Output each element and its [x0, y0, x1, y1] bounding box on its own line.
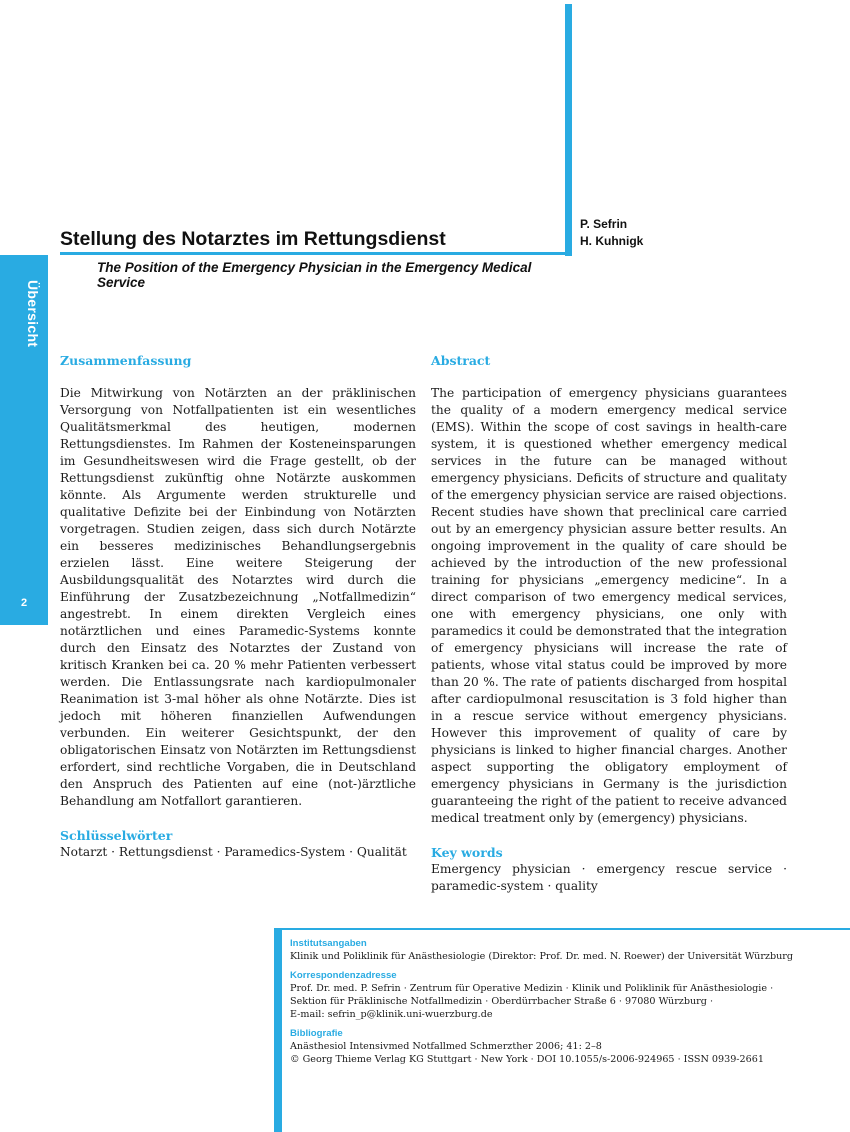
article-title: Stellung des Notarztes im Rettungsdienst: [60, 228, 446, 250]
korrespondenz-line: Sektion für Präklinische Notfallmedizin · Oberdürrbacher Straße 6 · 97080 Würzburg ·: [290, 996, 714, 1007]
footer-info-box: [290, 937, 830, 1072]
title-underline: [60, 252, 572, 255]
zusammenfassung-heading: Zusammenfassung: [60, 353, 192, 368]
page-number: 2: [20, 597, 28, 609]
schluesselwoerter-text: Notarzt · Rettungsdienst · Paramedics-System · Qualität: [60, 845, 407, 859]
korrespondenz-heading: Korrespondenzadresse: [290, 970, 397, 981]
bibliografie-heading: Bibliografie: [290, 1028, 343, 1039]
schluesselwoerter-heading: Schlüsselwörter: [60, 828, 173, 843]
bibliografie-line: Anästhesiol Intensivmed Notfallmed Schmerzther 2006; 41: 2–8: [290, 1041, 602, 1052]
article-subtitle: The Position of the Emergency Physician in the Emergency Medical Service: [97, 260, 532, 290]
top-accent-bar: [565, 4, 572, 256]
footer-side-bar: [274, 928, 282, 1132]
keywords-text: Emergency physician · emergency rescue service · paramedic-system · quality: [431, 862, 787, 893]
german-summary-column: [60, 352, 416, 861]
institut-block: [290, 937, 830, 963]
keywords-heading: Key words: [431, 845, 503, 860]
footer-top-rule: [274, 928, 850, 930]
english-abstract-column: [431, 352, 787, 895]
korrespondenz-block: [290, 969, 830, 1021]
author-list: [580, 216, 643, 250]
institut-text: Klinik und Poliklinik für Anästhesiologie (Direktor: Prof. Dr. med. N. Roewer) der Universität Würzburg: [290, 951, 794, 962]
author-name: H. Kuhnigk: [580, 234, 644, 248]
abstract-text: The participation of emergency physicians guarantees the quality of a modern emergency medical service (EMS). Within the scope of cost savings in health-care system, it is questioned whether emergency medical services in the future can be managed without emergency physicians. Deficits of structure and qualitaty of the emergency physician service are raised objections. Recent studies have shown that preclinical care carried out by an emergency physician assure better results. An ongoing improvement in the quality of care should be achieved by the introduction of the new professional training for physicians „emergency medicine“. In a direct comparison of two emergency medical services, one with emergency physicians, one only with paramedics it could be demonstrated that the integration of emergency physicians will increase the rate of patients, whose vital status could be improved by more than 20 %. The rate of patients discharged from hospital after cardiopulmonal resuscitation is 3 fold higher than in a rescue service without emergency physicians. However this improvement of quality of care by physicians is linked to higher financial charges. Another aspect supporting the obligatory employment of emergency physicians in Germany is the jurisdiction guaranteeing the right of the patient to receive advanced medical treatment only by (emergency) physicians.: [431, 386, 787, 825]
korrespondenz-line: Prof. Dr. med. P. Sefrin · Zentrum für Operative Medizin · Klinik und Poliklinik für Anästhesiologie ·: [290, 983, 774, 994]
section-tab-label: Übersicht: [25, 280, 41, 348]
author-name: P. Sefrin: [580, 217, 628, 231]
bibliografie-block: [290, 1027, 830, 1066]
abstract-heading: Abstract: [431, 353, 491, 368]
zusammenfassung-text: Die Mitwirkung von Notärzten an der präklinischen Versorgung von Notfallpatienten ist ein wesentliches Qualitätsmerkmal des heutigen, modernen Rettungsdienstes. Im Rahmen der Kosteneinsparungen im Gesundheitswesen wird die Frage gestellt, ob der Rettungsdienst zukünftig ohne Notärzte auskommen könnte. Als Argumente werden strukturelle und qualitative Defizite bei der Einbindung von Notärzten vorgetragen. Studien zeigen, dass sich durch Notärzte ein besseres medizinisches Behandlungsergebnis erzielen lässt. Eine weitere Steigerung der Ausbildungsqualität des Notarztes wird durch die Einführung der Zusatzbezeichnung „Notfallmedizin“ angestrebt. In einem direkten Vergleich eines notärztlichen und eines Paramedic-Systems konnte durch den Einsatz des Notarztes der Zustand von kritisch Kranken bei ca. 20 % mehr Patienten verbessert werden. Die Entlassungsrate nach kardiopulmonaler Reanimation ist 3-mal höher als ohne Notärzte. Dies ist jedoch mit höheren finanziellen Aufwendungen verbunden. Ein weiterer Gesichtspunkt, der den obligatorischen Einsatz von Notärzten im Rettungsdienst erfordert, sind rechtliche Vorgaben, die in Deutschland den Anspruch des Patienten auf eine (not-)ärztliche Behandlung am Notfallort garantieren.: [60, 386, 416, 808]
correspondence-email: E-mail: sefrin_p@klinik.uni-wuerzburg.de: [290, 1009, 493, 1020]
bibliografie-line: © Georg Thieme Verlag KG Stuttgart · New York · DOI 10.1055/s-2006-924965 · ISSN 0939-2661: [290, 1054, 764, 1065]
institut-heading: Institutsangaben: [290, 938, 367, 949]
